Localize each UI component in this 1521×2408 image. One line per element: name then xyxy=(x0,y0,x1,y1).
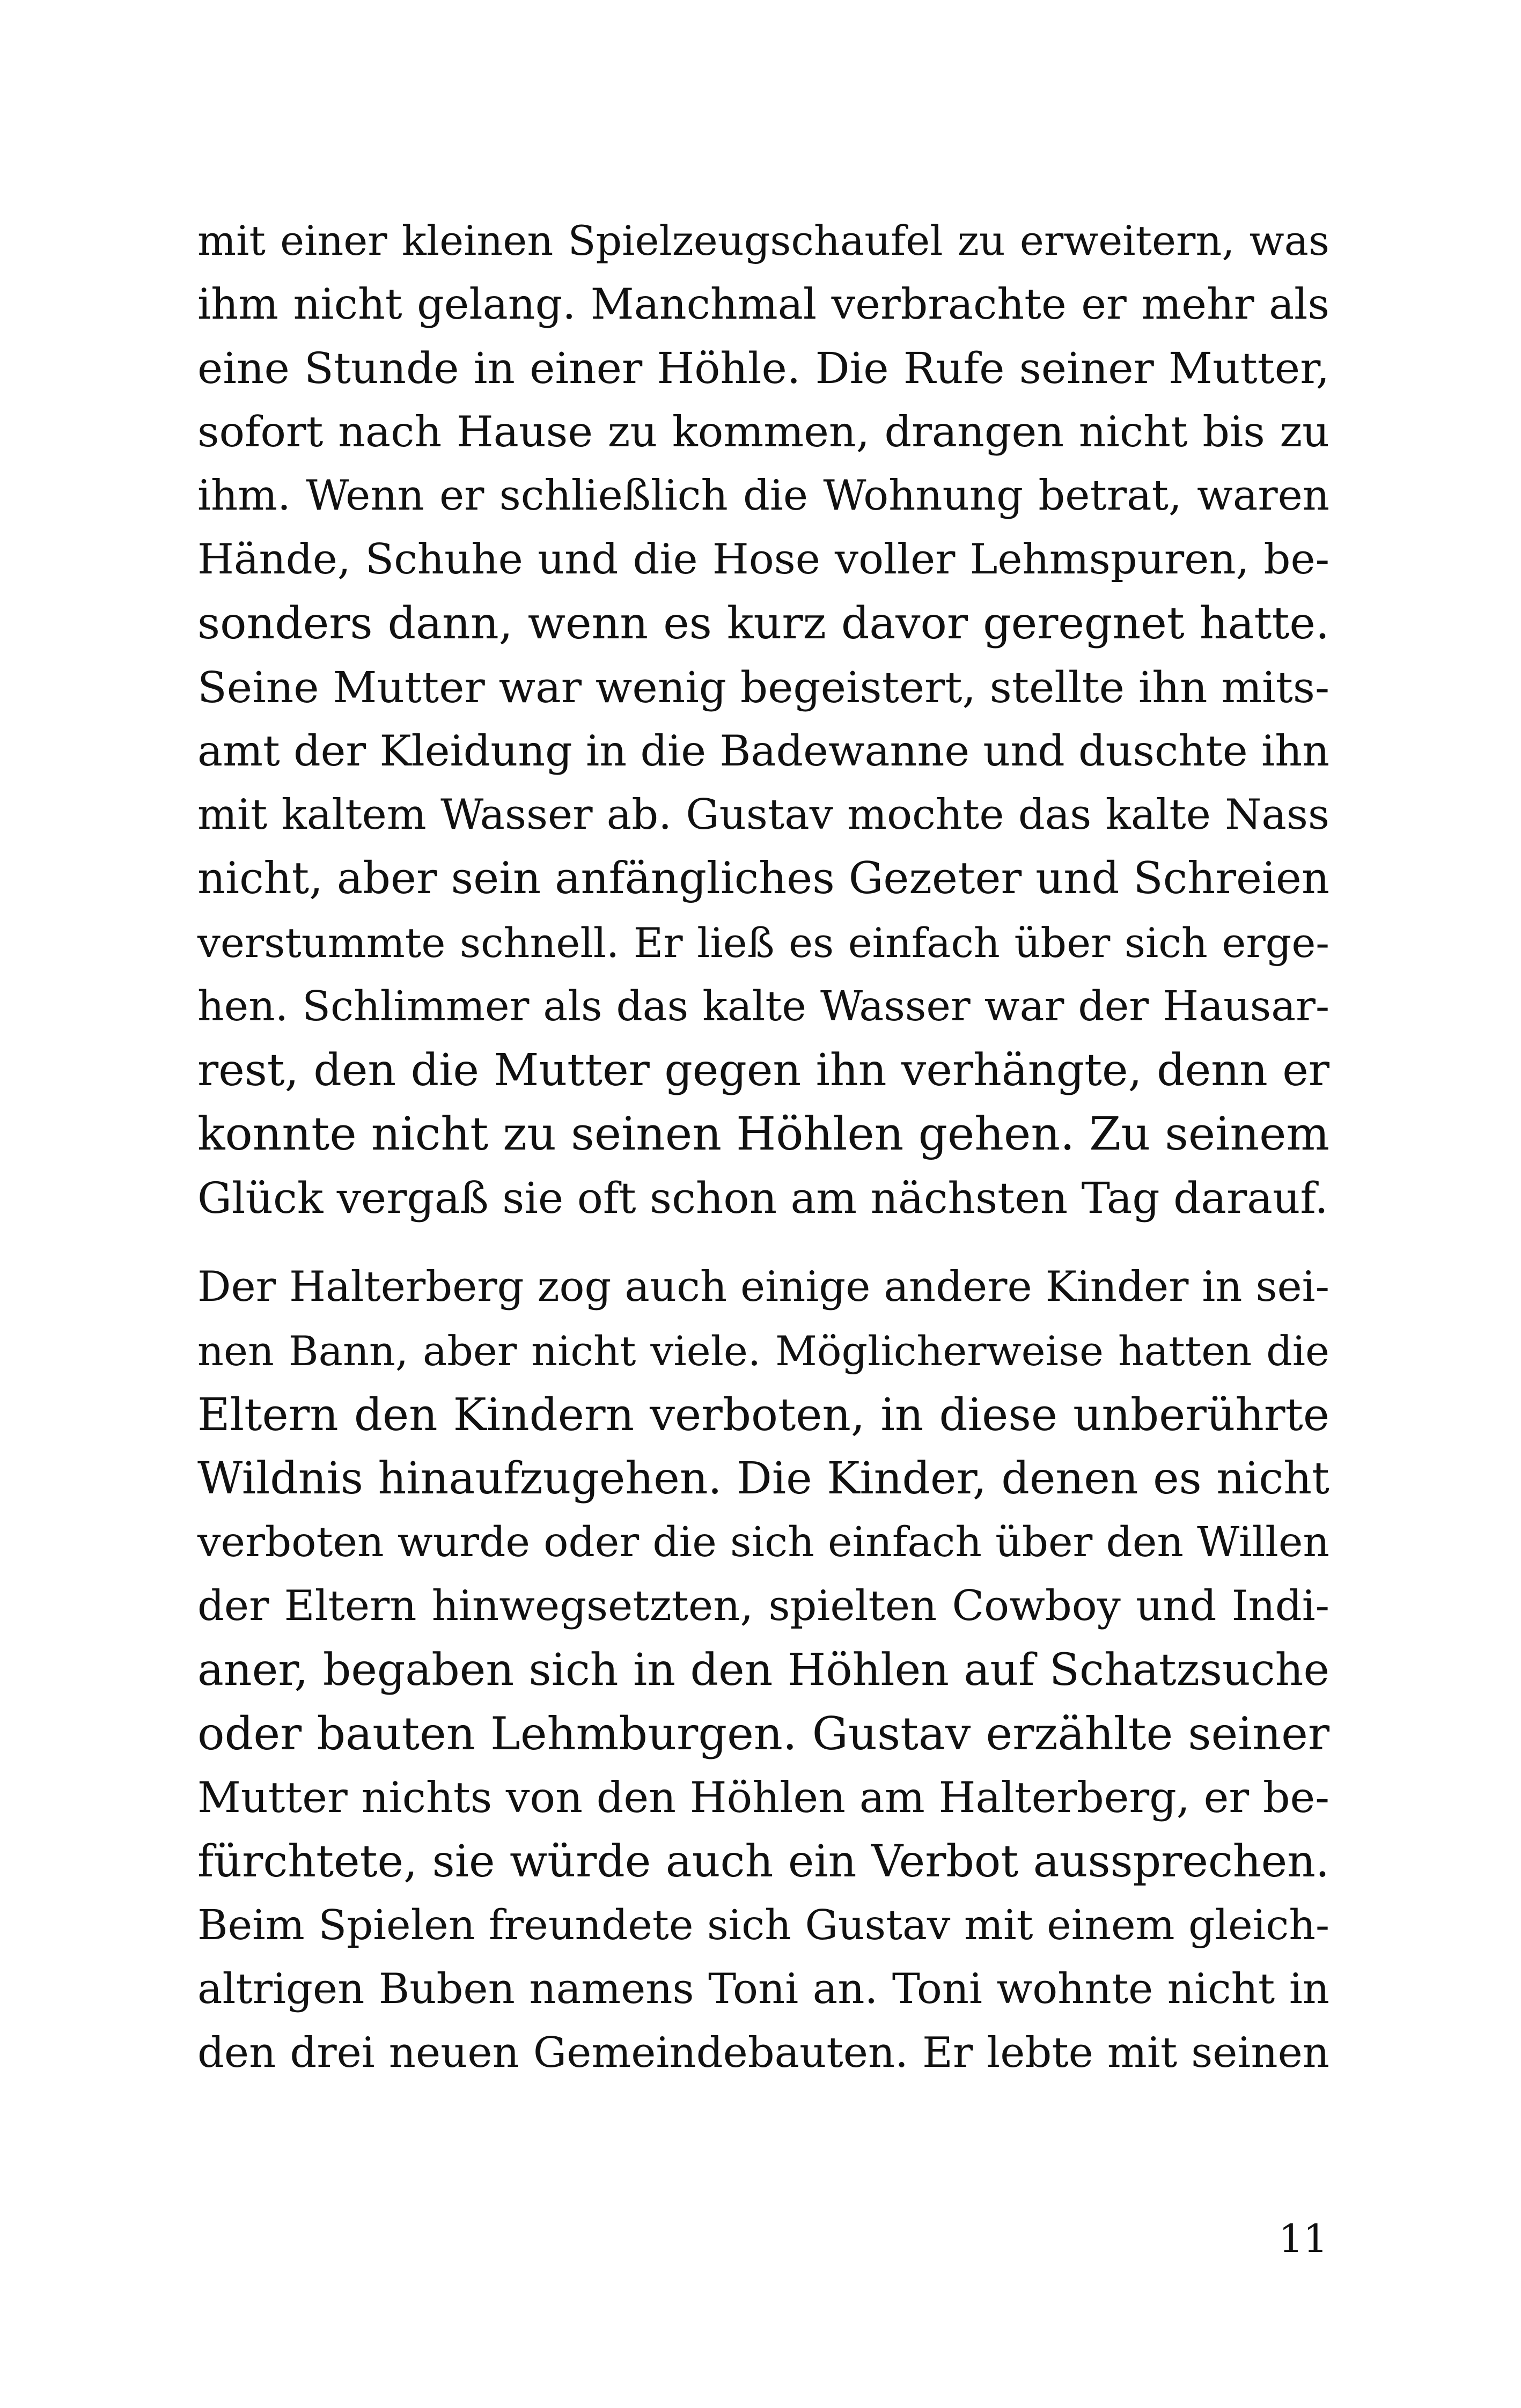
text-line: altrigen Buben namens Toni an. Toni wohnte nicht in xyxy=(197,1965,1329,2013)
text-line: mit kaltem Wasser ab. Gustav mochte das kalte Nass xyxy=(197,791,1329,839)
text-line: verboten wurde oder die sich einfach über den Willen xyxy=(197,1519,1329,1566)
text-line: oder bauten Lehmburgen. Gustav erzählte seiner xyxy=(197,1707,1329,1760)
text-line: hen. Schlimmer als das kalte Wasser war der Hausar- xyxy=(197,983,1329,1030)
text-line: mit einer kleinen Spielzeugschaufel zu erweitern, was xyxy=(197,217,1329,264)
paragraph-1 xyxy=(197,209,1329,1230)
page-number: 11 xyxy=(1278,2216,1328,2261)
paragraph-2 xyxy=(197,1255,1329,2085)
text-line: den drei neuen Gemeindebauten. Er lebte mit seinen xyxy=(197,2029,1329,2077)
text-line: Eltern den Kindern verboten, in diese unberührte xyxy=(197,1389,1329,1441)
text-line: verstummte schnell. Er ließ es einfach über sich erge- xyxy=(197,919,1329,967)
text-line: Wildnis hinaufzugehen. Die Kinder, denen es nicht xyxy=(197,1453,1329,1504)
text-line: amt der Kleidung in die Badewanne und duschte ihn xyxy=(197,726,1329,776)
text-line: der Eltern hinwegsetzten, spielten Cowboy und Indi- xyxy=(197,1582,1329,1630)
text-line: Der Halterberg zog auch einige andere Kinder in sei- xyxy=(197,1263,1329,1311)
text-line: eine Stunde in einer Höhle. Die Rufe seiner Mutter, xyxy=(197,343,1329,393)
text-line: Seine Mutter war wenig begeistert, stellte ihn mits- xyxy=(197,662,1329,712)
text-line: ihm. Wenn er schließlich die Wohnung betrat, waren xyxy=(197,472,1329,520)
text-line: fürchtete, sie würde auch ein Verbot aussprechen. xyxy=(197,1836,1329,1887)
text-line: rest, den die Mutter gegen ihn verhängte, denn er xyxy=(197,1045,1329,1096)
text-line: sonders dann, wenn es kurz davor geregnet hatte. xyxy=(197,598,1329,649)
text-line: ihm nicht gelang. Manchmal verbrachte er mehr als xyxy=(197,279,1329,329)
text-line: Beim Spielen freundete sich Gustav mit einem gleich- xyxy=(197,1902,1329,1949)
text-line: aner, begaben sich in den Höhlen auf Schatzsuche xyxy=(197,1645,1329,1696)
text-line: Glück vergaß sie oft schon am nächsten Tag darauf. xyxy=(197,1173,1328,1223)
text-line: sofort nach Hause zu kommen, drangen nicht bis zu xyxy=(197,407,1329,456)
text-line: nen Bann, aber nicht viele. Möglicherweise hatten die xyxy=(197,1327,1329,1375)
text-line: konnte nicht zu seinen Höhlen gehen. Zu seinem xyxy=(197,1108,1329,1161)
text-line: Mutter nichts von den Höhlen am Halterberg, er be- xyxy=(197,1773,1329,1822)
text-line: nicht, aber sein anfängliches Gezeter und Schreien xyxy=(197,853,1329,904)
text-line: Hände, Schuhe und die Hose voller Lehmspuren, be- xyxy=(197,535,1329,584)
